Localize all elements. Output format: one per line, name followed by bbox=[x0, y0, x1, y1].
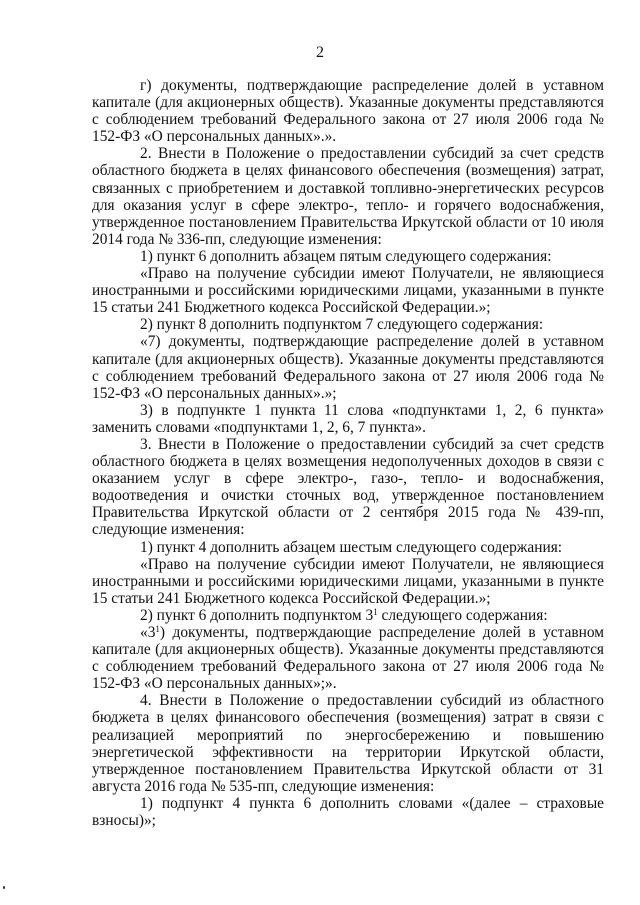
paragraph-quote-2-1: «Право на получение субсидии имеют Получатели, не являющиеся иностранными и российскими юридическими лицами, указанными в пункте 15 статьи 241 Бюджетного кодекса Российской Федерации.»; bbox=[92, 265, 604, 317]
paragraph-subitem-g: г) документы, подтверждающие распределение долей в уставном капитале (для акционерных обществ). Указанные документы представляются с соблюдением требований Федерального закона от 27 июля 2006 года № 152-ФЗ «О персональных данных».». bbox=[92, 77, 604, 146]
paragraph-item-2: 2. Внести в Положение о предоставлении субсидий за счет средств областного бюджета в целях финансового обеспечения (возмещения) затрат, связанных с приобретением и доставкой топливно-энергетических ресурсов для оказания услуг в сфере электро-, тепло- и горячего водоснабжения, утвержденное постановлением Правительства Иркутской области от 10 июля 2014 года № 336-пп, следующие изменения: bbox=[92, 145, 604, 248]
paragraph-text-end: ) документы, подтверждающие распределение долей в уставном капитале (для акционерных обществ). Указанные документы представляются с соблюдением требований Федерального закона от 27 июля 2006 года № 152-ФЗ «О персональных данных»;». bbox=[92, 624, 604, 693]
paragraph-item-3: 3. Внести в Положение о предоставлении субсидий за счет средств областного бюджета в целях возмещения недополученных доходов в связи с оказанием услуг в сфере электро-, газо-, тепло- и водоснабжения, водоотведения и очистки сточных вод, утвержденное постановлением Правительства Иркутской области от 2 сентября 2015 года № 439-пп, следующие изменения: bbox=[92, 435, 604, 539]
paragraph-item-4-1: 1) подпункт 4 пункта 6 дополнить словами «(далее – страховые взносы)»; bbox=[92, 794, 604, 830]
paragraph-quote-2-2: «7) документы, подтверждающие распределение долей в уставном капитале (для акционерных обществ). Указанные документы представляются с соблюдением требований Федерального закона от 27 июля 2006 года № 152-ФЗ «О персональных данных».»; bbox=[92, 333, 604, 402]
paragraph-quote-3-1: «Право на получение субсидии имеют Получатели, не являющиеся иностранными и российскими юридическими лицами, указанными в пункте 15 статьи 241 Бюджетного кодекса Российской Федерации.»; bbox=[92, 555, 604, 607]
paragraph-text-start: 2) пункт 6 дополнить подпунктом 3 bbox=[140, 606, 374, 624]
superscript: 1 bbox=[373, 606, 378, 617]
paragraph-item-3-2 bbox=[92, 607, 604, 624]
paragraph-text-end: следующего содержания: bbox=[377, 606, 548, 624]
document-body bbox=[92, 77, 604, 829]
paragraph-text-start: «3 bbox=[140, 624, 156, 641]
scan-speck bbox=[3, 886, 5, 889]
paragraph-item-3-1: 1) пункт 4 дополнить абзацем шестым следующего содержания: bbox=[140, 538, 563, 556]
paragraph-item-2-2: 2) пункт 8 дополнить подпунктом 7 следующего содержания: bbox=[140, 316, 544, 334]
paragraph-item-2-1: 1) пункт 6 дополнить абзацем пятым следующего содержания: bbox=[140, 247, 552, 265]
page-number: 2 bbox=[316, 44, 324, 61]
paragraph-item-2-3: 3) в подпункте 1 пункта 11 слова «подпунктами 1, 2, 6 пункта» заменить словами «подпунктами 1, 2, 6, 7 пункта». bbox=[92, 401, 604, 436]
superscript: 1 bbox=[155, 624, 160, 634]
paragraph-item-4: 4. Внести в Положение о предоставлении субсидий из областного бюджета в целях финансового обеспечения (возмещения) затрат в связи с реализацией мероприятий по энергосбережению и повышению энергетической эффективности на территории Иркутской области, утвержденное постановлением Правительства Иркутской области от 31 августа 2016 года № 535-пп, следующие изменения: bbox=[92, 692, 604, 795]
paragraph-quote-3-2 bbox=[92, 624, 604, 692]
